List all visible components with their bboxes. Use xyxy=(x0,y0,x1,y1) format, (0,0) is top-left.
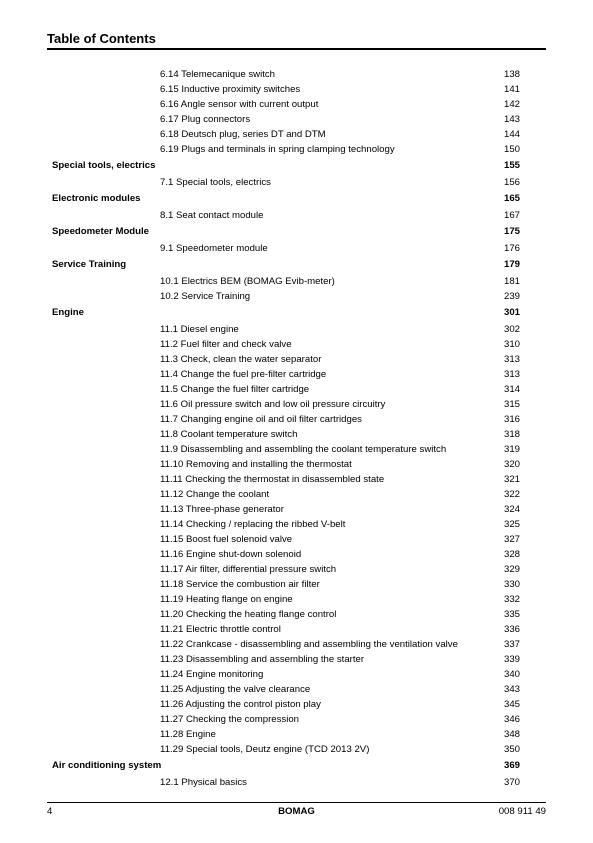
toc-entry-page: 327 xyxy=(503,534,520,545)
toc-entry[interactable] xyxy=(0,352,593,367)
toc-entry-title: 11.12 Change the coolant xyxy=(160,489,270,500)
toc-entry-title: Speedometer Module xyxy=(52,226,150,237)
toc-entry-title: 6.14 Telemecanique switch xyxy=(160,69,276,80)
toc-entry-title: 11.14 Checking / replacing the ribbed V-belt xyxy=(160,519,346,530)
toc-entry-title: 11.25 Adjusting the valve clearance xyxy=(160,684,311,695)
toc-entry-title: 12.1 Physical basics xyxy=(160,777,247,788)
toc-entry-page: 141 xyxy=(503,84,520,95)
toc-entry-title: 11.10 Removing and installing the thermostat xyxy=(160,459,352,470)
toc-entry[interactable] xyxy=(0,142,593,157)
toc-entry-page: 335 xyxy=(503,609,520,620)
toc-entry-title: 11.9 Disassembling and assembling the coolant temperature switch xyxy=(160,444,447,455)
toc-entry[interactable] xyxy=(0,652,593,667)
page-title: Table of Contents xyxy=(47,31,156,46)
toc-list xyxy=(0,67,593,790)
toc-entry-title: 11.17 Air filter, differential pressure switch xyxy=(160,564,337,575)
toc-entry-title: 11.18 Service the combustion air filter xyxy=(160,579,320,590)
toc-entry-title: 11.27 Checking the compression xyxy=(160,714,300,725)
toc-entry[interactable] xyxy=(0,637,593,652)
toc-entry[interactable] xyxy=(0,607,593,622)
toc-entry[interactable] xyxy=(0,562,593,577)
toc-entry-page: 369 xyxy=(503,760,520,771)
toc-entry-title: 11.1 Diesel engine xyxy=(160,324,239,335)
toc-entry-page: 329 xyxy=(503,564,520,575)
toc-entry[interactable] xyxy=(0,727,593,742)
toc-entry-page: 143 xyxy=(503,114,520,125)
toc-entry-title: Special tools, electrics xyxy=(52,160,156,171)
footer-page-number: 4 xyxy=(47,806,53,817)
toc-entry-title: 7.1 Special tools, electrics xyxy=(160,177,271,188)
toc-entry-title: 11.21 Electric throttle control xyxy=(160,624,281,635)
toc-entry-title: 11.28 Engine xyxy=(160,729,216,740)
toc-entry-page: 325 xyxy=(503,519,520,530)
toc-entry-page: 330 xyxy=(503,579,520,590)
toc-entry-title: 6.18 Deutsch plug, series DT and DTM xyxy=(160,129,326,140)
toc-entry[interactable] xyxy=(0,97,593,112)
toc-entry-title: Electronic modules xyxy=(52,193,141,204)
toc-section-entry[interactable] xyxy=(0,304,593,321)
toc-entry-title: 11.26 Adjusting the control piston play xyxy=(160,699,321,710)
toc-entry-page: 301 xyxy=(503,307,520,318)
toc-entry-page: 176 xyxy=(503,243,520,254)
toc-entry[interactable] xyxy=(0,487,593,502)
toc-section-entry[interactable] xyxy=(0,157,593,174)
toc-entry[interactable] xyxy=(0,112,593,127)
toc-entry-title: 11.5 Change the fuel filter cartridge xyxy=(160,384,310,395)
toc-entry[interactable] xyxy=(0,240,593,256)
toc-entry-title: 6.17 Plug connectors xyxy=(160,114,251,125)
toc-entry[interactable] xyxy=(0,273,593,289)
toc-entry-title: 11.7 Changing engine oil and oil filter cartridges xyxy=(160,414,362,425)
toc-entry-page: 339 xyxy=(503,654,520,665)
toc-entry-page: 320 xyxy=(503,459,520,470)
toc-entry-title: 11.13 Three-phase generator xyxy=(160,504,284,515)
toc-entry-title: Engine xyxy=(52,307,84,318)
toc-entry-page: 340 xyxy=(503,669,520,680)
toc-entry[interactable] xyxy=(0,712,593,727)
toc-entry-title: 11.15 Boost fuel solenoid valve xyxy=(160,534,293,545)
toc-entry[interactable] xyxy=(0,547,593,562)
toc-entry-page: 321 xyxy=(503,474,520,485)
toc-entry-page: 142 xyxy=(503,99,520,110)
toc-entry-page: 239 xyxy=(503,291,520,302)
header-rule xyxy=(47,48,546,50)
toc-entry[interactable] xyxy=(0,174,593,190)
toc-entry-page: 165 xyxy=(503,193,520,204)
toc-entry-title: 11.11 Checking the thermostat in disassembled state xyxy=(160,474,385,485)
toc-entry-title: 11.3 Check, clean the water separator xyxy=(160,354,322,365)
toc-entry[interactable] xyxy=(0,397,593,412)
toc-entry[interactable] xyxy=(0,472,593,487)
toc-entry-page: 144 xyxy=(503,129,520,140)
footer-doc-number: 008 911 49 xyxy=(498,806,546,817)
toc-entry-title: 6.19 Plugs and terminals in spring clamping technology xyxy=(160,144,395,155)
toc-entry-title: 11.19 Heating flange on engine xyxy=(160,594,293,605)
toc-entry-page: 324 xyxy=(503,504,520,515)
toc-entry-page: 313 xyxy=(503,369,520,380)
toc-entry-page: 319 xyxy=(503,444,520,455)
toc-entry[interactable] xyxy=(0,337,593,352)
toc-entry-title: 9.1 Speedometer module xyxy=(160,243,268,254)
toc-entry-title: 11.23 Disassembling and assembling the starter xyxy=(160,654,365,665)
footer-rule xyxy=(47,802,546,803)
toc-entry[interactable] xyxy=(0,577,593,592)
toc-section-entry[interactable] xyxy=(0,757,593,774)
toc-entry-title: 11.29 Special tools, Deutz engine (TCD 2013 2V) xyxy=(160,744,370,755)
toc-entry-page: 175 xyxy=(503,226,520,237)
toc-section-entry[interactable] xyxy=(0,190,593,207)
toc-entry-page: 322 xyxy=(503,489,520,500)
toc-entry-page: 302 xyxy=(503,324,520,335)
toc-entry[interactable] xyxy=(0,321,593,337)
toc-entry[interactable] xyxy=(0,127,593,142)
toc-entry-page: 179 xyxy=(503,259,520,270)
toc-entry-title: Service Training xyxy=(52,259,127,270)
toc-entry[interactable] xyxy=(0,667,593,682)
toc-entry[interactable] xyxy=(0,289,593,304)
toc-section-entry[interactable] xyxy=(0,223,593,240)
toc-entry-title: 11.20 Checking the heating flange control xyxy=(160,609,337,620)
toc-entry-page: 350 xyxy=(503,744,520,755)
toc-entry-title: 6.15 Inductive proximity switches xyxy=(160,84,301,95)
toc-entry-title: 11.6 Oil pressure switch and low oil pressure circuitry xyxy=(160,399,386,410)
toc-entry[interactable] xyxy=(0,517,593,532)
toc-entry[interactable] xyxy=(0,427,593,442)
toc-entry[interactable] xyxy=(0,457,593,472)
toc-entry-title: 10.1 Electrics BEM (BOMAG Evib-meter) xyxy=(160,276,335,287)
toc-entry[interactable] xyxy=(0,682,593,697)
toc-entry[interactable] xyxy=(0,412,593,427)
toc-entry-title: 8.1 Seat contact module xyxy=(160,210,264,221)
toc-entry[interactable] xyxy=(0,592,593,607)
toc-entry-title: 11.22 Crankcase - disassembling and assembling the ventilation valve xyxy=(160,639,458,650)
toc-entry[interactable] xyxy=(0,442,593,457)
toc-entry[interactable] xyxy=(0,82,593,97)
toc-entry-page: 336 xyxy=(503,624,520,635)
toc-entry-title: Air conditioning system xyxy=(52,760,162,771)
toc-entry[interactable] xyxy=(0,774,593,790)
toc-entry-title: 11.8 Coolant temperature switch xyxy=(160,429,298,440)
toc-entry-page: 150 xyxy=(503,144,520,155)
toc-entry-page: 181 xyxy=(503,276,520,287)
toc-entry-page: 167 xyxy=(503,210,520,221)
toc-entry-page: 348 xyxy=(503,729,520,740)
toc-entry-page: 310 xyxy=(503,339,520,350)
toc-entry[interactable] xyxy=(0,207,593,223)
toc-entry-page: 345 xyxy=(503,699,520,710)
toc-entry-page: 314 xyxy=(503,384,520,395)
toc-entry[interactable] xyxy=(0,67,593,82)
toc-entry[interactable] xyxy=(0,622,593,637)
toc-entry-title: 6.16 Angle sensor with current output xyxy=(160,99,319,110)
toc-entry-page: 318 xyxy=(503,429,520,440)
toc-entry-title: 10.2 Service Training xyxy=(160,291,251,302)
toc-entry[interactable] xyxy=(0,382,593,397)
toc-entry-page: 156 xyxy=(503,177,520,188)
toc-entry-title: 11.2 Fuel filter and check valve xyxy=(160,339,292,350)
footer-brand: BOMAG xyxy=(278,806,315,817)
toc-entry-page: 337 xyxy=(503,639,520,650)
toc-entry[interactable] xyxy=(0,367,593,382)
toc-section-entry[interactable] xyxy=(0,256,593,273)
toc-entry[interactable] xyxy=(0,742,593,757)
toc-entry-page: 343 xyxy=(503,684,520,695)
toc-entry-title: 11.24 Engine monitoring xyxy=(160,669,264,680)
toc-entry[interactable] xyxy=(0,697,593,712)
toc-entry[interactable] xyxy=(0,502,593,517)
toc-entry-page: 370 xyxy=(503,777,520,788)
toc-entry[interactable] xyxy=(0,532,593,547)
toc-entry-page: 313 xyxy=(503,354,520,365)
toc-entry-page: 346 xyxy=(503,714,520,725)
toc-entry-page: 332 xyxy=(503,594,520,605)
toc-entry-page: 155 xyxy=(503,160,520,171)
toc-entry-page: 328 xyxy=(503,549,520,560)
toc-entry-page: 316 xyxy=(503,414,520,425)
toc-entry-title: 11.4 Change the fuel pre-filter cartridge xyxy=(160,369,327,380)
toc-entry-page: 315 xyxy=(503,399,520,410)
toc-entry-page: 138 xyxy=(503,69,520,80)
toc-entry-title: 11.16 Engine shut-down solenoid xyxy=(160,549,302,560)
